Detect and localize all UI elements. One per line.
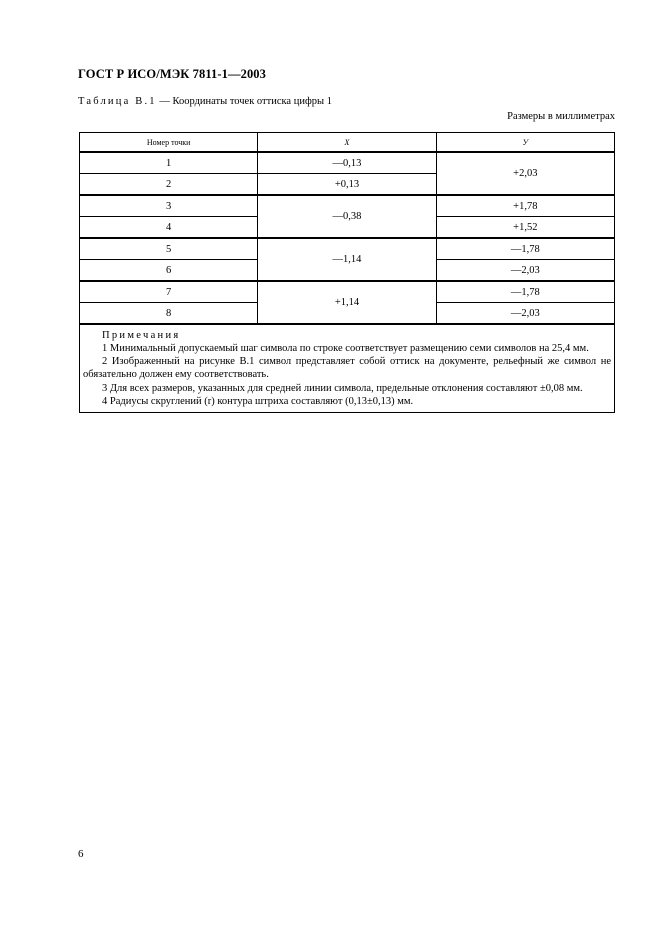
cell-y: +1,52 (436, 217, 614, 239)
units-note: Размеры в миллиметрах (507, 111, 615, 122)
cell-point: 7 (80, 281, 258, 303)
page-number: 6 (78, 848, 84, 860)
table-row (80, 195, 615, 217)
header-point-number: Номер точки (80, 133, 258, 153)
cell-y: —2,03 (436, 260, 614, 282)
cell-point: 2 (80, 174, 258, 196)
table-row (80, 238, 615, 260)
cell-point: 5 (80, 238, 258, 260)
table-caption-title: — Координаты точек оттиска цифры 1 (156, 96, 332, 107)
header-y: У (436, 133, 614, 153)
notes-row (80, 324, 615, 413)
cell-x: —0,13 (258, 152, 436, 174)
cell-x: +0,13 (258, 174, 436, 196)
notes-title: Примечания (102, 330, 181, 341)
cell-y: —2,03 (436, 303, 614, 325)
note-item: 2 Изображенный на рисунке В.1 символ представляет собой оттиск на документе, рельефный же символ не обязательно должен ему соответствовать. (83, 356, 611, 381)
note-item: 4 Радиусы скруглений (r) контура штриха составляют (0,13±0,13) мм. (102, 395, 414, 407)
table-row (80, 281, 615, 303)
note-item: 1 Минимальный допускаемый шаг символа по строке соответствует размещению семи символов на 25,4 мм. (102, 343, 589, 354)
document-header: ГОСТ Р ИСО/МЭК 7811-1—2003 (78, 67, 267, 81)
cell-point: 4 (80, 217, 258, 239)
cell-y: +2,03 (436, 152, 614, 195)
cell-point: 8 (80, 303, 258, 325)
cell-x: +1,14 (258, 281, 436, 324)
header-x: X (258, 133, 436, 153)
cell-point: 3 (80, 195, 258, 217)
note-item: 3 Для всех размеров, указанных для средней линии символа, предельные отклонения составляют ±0,08 мм. (102, 382, 583, 394)
cell-point: 6 (80, 260, 258, 282)
coordinates-table (79, 132, 615, 413)
cell-point: 1 (80, 152, 258, 174)
cell-y: —1,78 (436, 238, 614, 260)
cell-y: —1,78 (436, 281, 614, 303)
table-header-row (80, 133, 615, 153)
cell-x: —0,38 (258, 195, 436, 238)
cell-y: +1,78 (436, 195, 614, 217)
table-caption (78, 96, 332, 107)
notes-cell (80, 324, 615, 413)
table-row (80, 152, 615, 174)
cell-x: —1,14 (258, 238, 436, 281)
table-caption-label: Таблица В.1 (78, 96, 157, 107)
